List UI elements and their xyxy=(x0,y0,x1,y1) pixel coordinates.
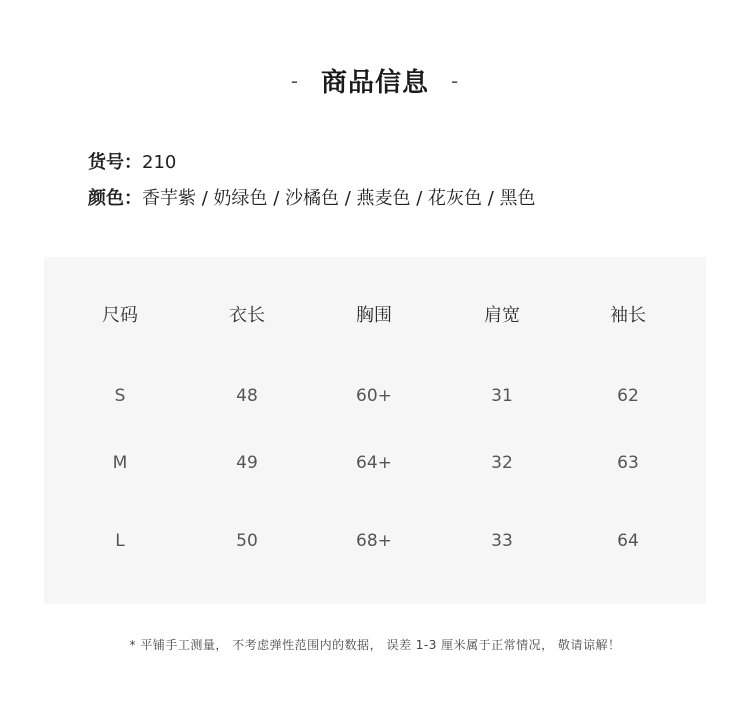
table-cell: 31 xyxy=(491,386,513,406)
size-table xyxy=(44,257,706,604)
table-cell: 64 xyxy=(617,531,639,551)
table-cell: 49 xyxy=(236,453,258,473)
table-cell: 63 xyxy=(617,453,639,473)
page-title xyxy=(0,62,750,99)
table-cell: 60+ xyxy=(356,386,392,406)
table-cell: 32 xyxy=(491,453,513,473)
colors-value: 香芋紫 / 奶绿色 / 沙橘色 / 燕麦色 / 花灰色 / 黑色 xyxy=(142,188,536,209)
table-cell: M xyxy=(112,453,128,473)
column-header-chest: 胸围 xyxy=(356,305,392,326)
table-cell: 48 xyxy=(236,386,258,406)
colors-line xyxy=(88,184,536,210)
sku-label: 货号： xyxy=(88,152,142,173)
column-header-size: 尺码 xyxy=(102,305,138,326)
column-header-sleeve: 袖长 xyxy=(610,305,646,326)
title-text: 商品信息 xyxy=(320,68,429,98)
sku-value: 210 xyxy=(142,152,177,173)
column-header-length: 衣长 xyxy=(229,305,265,326)
table-cell: 62 xyxy=(617,386,639,406)
table-cell: S xyxy=(114,386,126,406)
table-cell: 33 xyxy=(491,531,513,551)
table-cell: 68+ xyxy=(356,531,392,551)
title-dash-right: - xyxy=(451,69,460,93)
measurement-footnote: * 平铺手工测量， 不考虑弹性范围内的数据， 误差 1-3 厘米属于正常情况， 敬请谅解！ xyxy=(129,638,621,652)
sku-line xyxy=(88,148,176,174)
column-header-shoulder: 肩宽 xyxy=(484,305,520,326)
table-cell: 50 xyxy=(236,531,258,551)
colors-label: 颜色： xyxy=(88,188,142,209)
table-cell: L xyxy=(115,531,125,551)
title-dash-left: - xyxy=(290,69,299,93)
table-cell: 64+ xyxy=(356,453,392,473)
